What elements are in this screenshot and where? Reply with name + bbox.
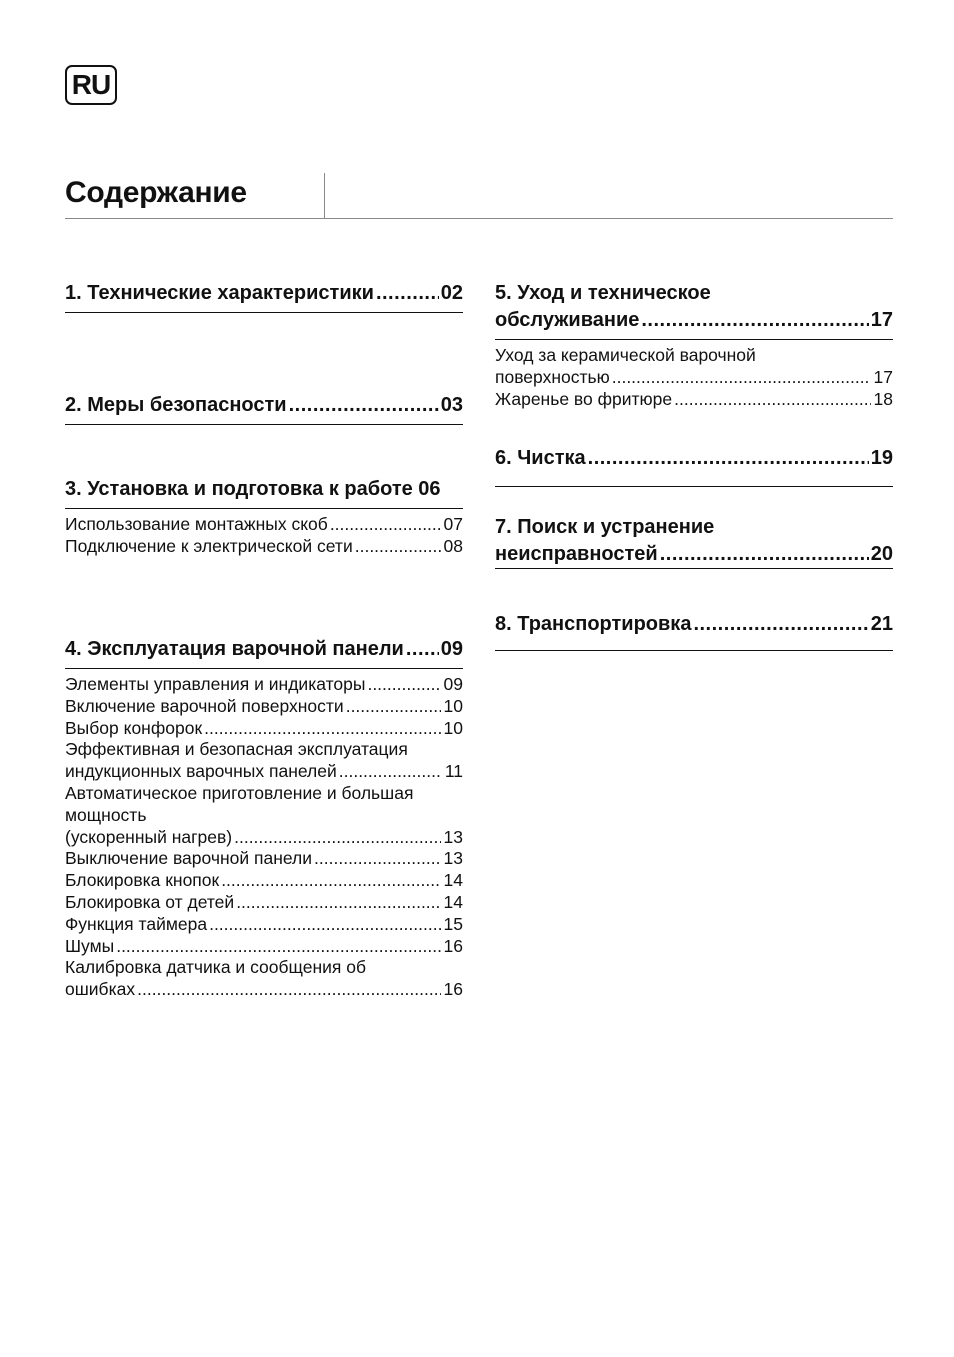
- toc-section-installation[interactable]: [65, 476, 463, 558]
- toc-item-label: Блокировка кнопок: [65, 870, 220, 891]
- leader-dots: [137, 979, 441, 1001]
- toc-section-heading[interactable]: [65, 476, 463, 509]
- toc-item[interactable]: [65, 514, 463, 536]
- toc-section-page: 19: [870, 447, 893, 469]
- leader-dots: [660, 541, 869, 568]
- toc-item-label: Функция таймера: [65, 913, 208, 934]
- toc-item-label: ошибках: [65, 979, 136, 1000]
- toc-item[interactable]: [495, 345, 893, 389]
- toc-section-page: 02: [440, 282, 463, 304]
- toc-section-title: 4. Эксплуатация варочной панели: [65, 638, 404, 660]
- toc-section-heading[interactable]: [495, 280, 893, 340]
- toc-section-troubleshooting[interactable]: [495, 514, 893, 569]
- toc-item[interactable]: [65, 739, 463, 783]
- toc-section-title-line: 7. Поиск и устранение: [495, 516, 715, 538]
- leader-dots: [289, 392, 439, 419]
- leader-dots: [355, 536, 441, 558]
- toc-item[interactable]: [65, 936, 463, 958]
- leader-dots: [346, 696, 441, 718]
- toc-section-operation[interactable]: [65, 636, 463, 1001]
- toc-section-page: 03: [440, 394, 463, 416]
- toc-section-heading[interactable]: [65, 280, 463, 313]
- toc-item-page: 16: [443, 979, 463, 1000]
- toc-item-label: (ускоренный нагрев): [65, 826, 233, 847]
- toc-item-label-line: Калибровка датчика и сообщения об: [65, 957, 366, 978]
- toc-item[interactable]: [65, 957, 463, 1001]
- toc-item-page: 14: [443, 870, 463, 891]
- leader-dots: [693, 611, 868, 638]
- toc-item-label: Использование монтажных скоб: [65, 514, 328, 534]
- toc-item-page: 09: [443, 674, 463, 694]
- toc-item-list: [65, 669, 463, 1001]
- toc-section-safety[interactable]: [65, 392, 463, 425]
- toc-item-page: 16: [443, 935, 463, 956]
- toc-item[interactable]: [65, 892, 463, 914]
- leader-dots: [367, 674, 441, 696]
- toc-item[interactable]: [65, 674, 463, 696]
- toc-item[interactable]: [65, 536, 463, 558]
- toc-item-label: Подключение к электрической сети: [65, 535, 353, 556]
- toc-item-page: 13: [443, 826, 463, 847]
- leader-dots: [116, 936, 441, 958]
- toc-section-specs[interactable]: [65, 280, 463, 313]
- language-badge: RU: [65, 65, 117, 105]
- toc-item-label: Выключение варочной панели: [65, 848, 313, 869]
- leader-dots: [209, 914, 441, 936]
- toc-item-page: 11: [444, 761, 463, 782]
- toc-item-label: Жаренье во фритюре: [495, 388, 673, 409]
- leader-dots: [221, 870, 441, 892]
- toc-section-title-line: 5. Уход и техническое: [495, 282, 711, 304]
- toc-item[interactable]: [65, 783, 463, 848]
- leader-dots: [339, 761, 441, 783]
- title-divider-vertical: [324, 173, 325, 219]
- toc-item-label: Выбор конфорок: [65, 717, 203, 738]
- leader-dots: [588, 445, 869, 472]
- toc-item-label: Элементы управления и индикаторы: [65, 674, 366, 694]
- leader-dots: [314, 848, 441, 870]
- leader-dots: [234, 827, 441, 849]
- toc-item-page: 15: [443, 913, 463, 934]
- toc-section-title: 1. Технические характеристики: [65, 282, 374, 304]
- toc-item-page: 13: [443, 848, 463, 869]
- title-divider-horizontal: [65, 218, 893, 219]
- toc-item-page: 17: [873, 366, 893, 387]
- toc-section-maintenance[interactable]: [495, 280, 893, 410]
- toc-section-page: 21: [870, 613, 893, 635]
- toc-section-cleaning[interactable]: [495, 445, 893, 487]
- toc-section-heading[interactable]: [495, 514, 893, 569]
- toc-item-page: 08: [443, 535, 463, 556]
- toc-item-page: 07: [443, 514, 463, 534]
- toc-item-page: 18: [873, 388, 893, 409]
- toc-item-label-line: Уход за керамической варочной: [495, 345, 756, 365]
- toc-section-transport[interactable]: [495, 611, 893, 651]
- toc-section-title: 6. Чистка: [495, 447, 586, 469]
- toc-item-label: индукционных варочных панелей: [65, 761, 337, 782]
- toc-item-list: [65, 509, 463, 558]
- toc-item-label: Шумы: [65, 935, 115, 956]
- page-title: Содержание: [65, 176, 247, 209]
- toc-item-page: 10: [443, 695, 463, 716]
- leader-dots: [204, 718, 441, 740]
- leader-dots: [641, 307, 868, 334]
- toc-item[interactable]: [65, 870, 463, 892]
- toc-item-label: Блокировка от детей: [65, 891, 235, 912]
- leader-dots: [236, 892, 441, 914]
- toc-item-label: Включение варочной поверхности: [65, 695, 344, 716]
- toc-item[interactable]: [65, 718, 463, 740]
- toc-section-heading[interactable]: [495, 445, 893, 487]
- toc-item[interactable]: [495, 389, 893, 411]
- toc-item[interactable]: [65, 914, 463, 936]
- toc-section-title: 2. Меры безопасности: [65, 394, 287, 416]
- toc-item[interactable]: [65, 696, 463, 718]
- toc-item-list: [495, 340, 893, 410]
- leader-dots: [330, 514, 441, 536]
- toc-section-page: 20: [870, 543, 893, 565]
- toc-section-page: 17: [870, 309, 893, 331]
- toc-section-title: обслуживание: [495, 309, 640, 331]
- toc-section-title: неисправностей: [495, 543, 658, 565]
- toc-item-page: 14: [443, 891, 463, 912]
- toc-section-heading[interactable]: [495, 611, 893, 651]
- toc-section-heading[interactable]: [65, 392, 463, 425]
- leader-dots: [674, 389, 871, 411]
- toc-item-label-line: Эффективная и безопасная эксплуатация: [65, 739, 408, 760]
- toc-item-page: 10: [443, 717, 463, 738]
- leader-dots: [612, 367, 871, 389]
- leader-dots: [406, 636, 439, 663]
- toc-item[interactable]: [65, 848, 463, 870]
- toc-section-title: 8. Транспортировка: [495, 613, 692, 635]
- toc-section-page: 09: [440, 638, 463, 660]
- toc-section-heading[interactable]: [65, 636, 463, 669]
- leader-dots: [376, 280, 439, 307]
- toc-item-label-line: мощность: [65, 804, 147, 825]
- toc-section-title: 3. Установка и подготовка к работе 06: [65, 478, 441, 500]
- toc-item-label-line: Автоматическое приготовление и большая: [65, 782, 414, 803]
- toc-item-label: поверхностью: [495, 366, 610, 387]
